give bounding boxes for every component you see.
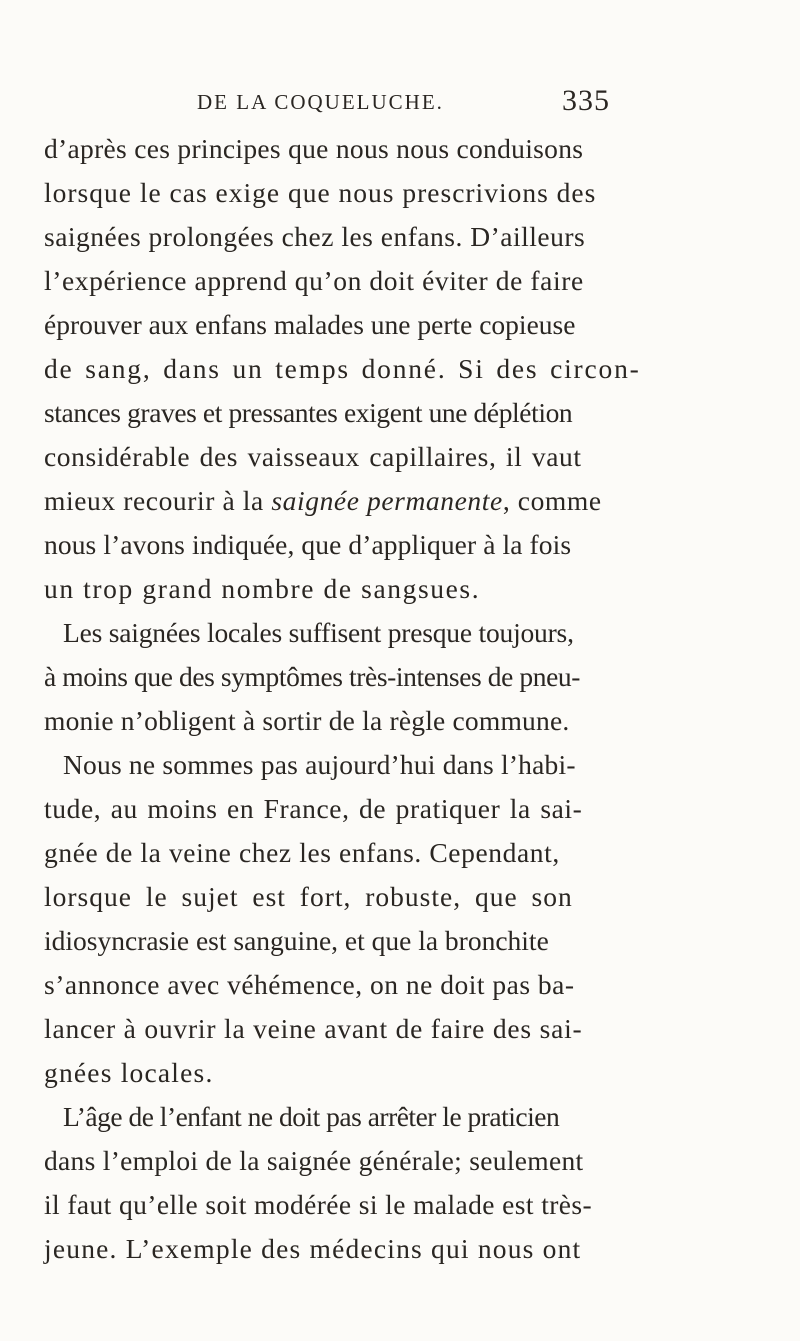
text-line: gnées locales.	[44, 1057, 214, 1088]
text-line: nous l’avons indiquée, que d’appliquer à la fois	[44, 529, 572, 560]
text-line: lancer à ouvrir la veine avant de faire des sai-	[44, 1013, 583, 1044]
text-line: d’après ces principes que nous nous conduisons	[44, 133, 584, 164]
text-line: considérable des vaisseaux capillaires, il vaut	[44, 441, 582, 472]
text-line: de sang, dans un temps donné. Si des circon-	[44, 353, 641, 384]
text-line: monie n’obligent à sortir de la règle commune.	[44, 705, 570, 736]
text-line: un trop grand nombre de sangsues.	[44, 573, 481, 604]
text-line: stances graves et pressantes exigent une déplétion	[44, 397, 573, 428]
text-line: lorsque le sujet est fort, robuste, que son	[44, 881, 573, 912]
text-line: tude, au moins en France, de pratiquer la sai-	[44, 793, 583, 824]
text-line: jeune. L’exemple des médecins qui nous ont	[44, 1233, 582, 1264]
text-line: l’expérience apprend qu’on doit éviter de faire	[44, 265, 584, 296]
text-line: idiosyncrasie est sanguine, et que la bronchite	[44, 925, 549, 956]
running-head	[0, 82, 800, 122]
text-line: saignées prolongées chez les enfans. D’ailleurs	[44, 221, 586, 252]
italic-phrase: saignée permanente	[271, 485, 503, 516]
text-line: éprouver aux enfans malades une perte copieuse	[44, 309, 576, 340]
text-line: s’annonce avec véhémence, on ne doit pas ba-	[44, 969, 575, 1000]
text-line: dans l’emploi de la saignée générale; seulement	[44, 1145, 584, 1176]
text-line: il faut qu’elle soit modérée si le malade est très-	[44, 1189, 593, 1220]
text-line: Nous ne sommes pas aujourd’hui dans l’habi-	[63, 749, 576, 780]
page-number: 335	[562, 84, 610, 117]
text-line: mieux recourir à la saignée permanente, comme	[44, 485, 602, 516]
running-head-title: DE LA COQUELUCHE.	[197, 90, 444, 114]
text-line: L’âge de l’enfant ne doit pas arrêter le praticien	[63, 1101, 560, 1132]
text-line: lorsque le cas exige que nous prescrivions des	[44, 177, 597, 208]
text-line: gnée de la veine chez les enfans. Cependant,	[44, 837, 560, 868]
text-line: à moins que des symptômes très-intenses de pneu-	[44, 661, 581, 692]
text-line: Les saignées locales suffisent presque toujours,	[63, 617, 574, 648]
